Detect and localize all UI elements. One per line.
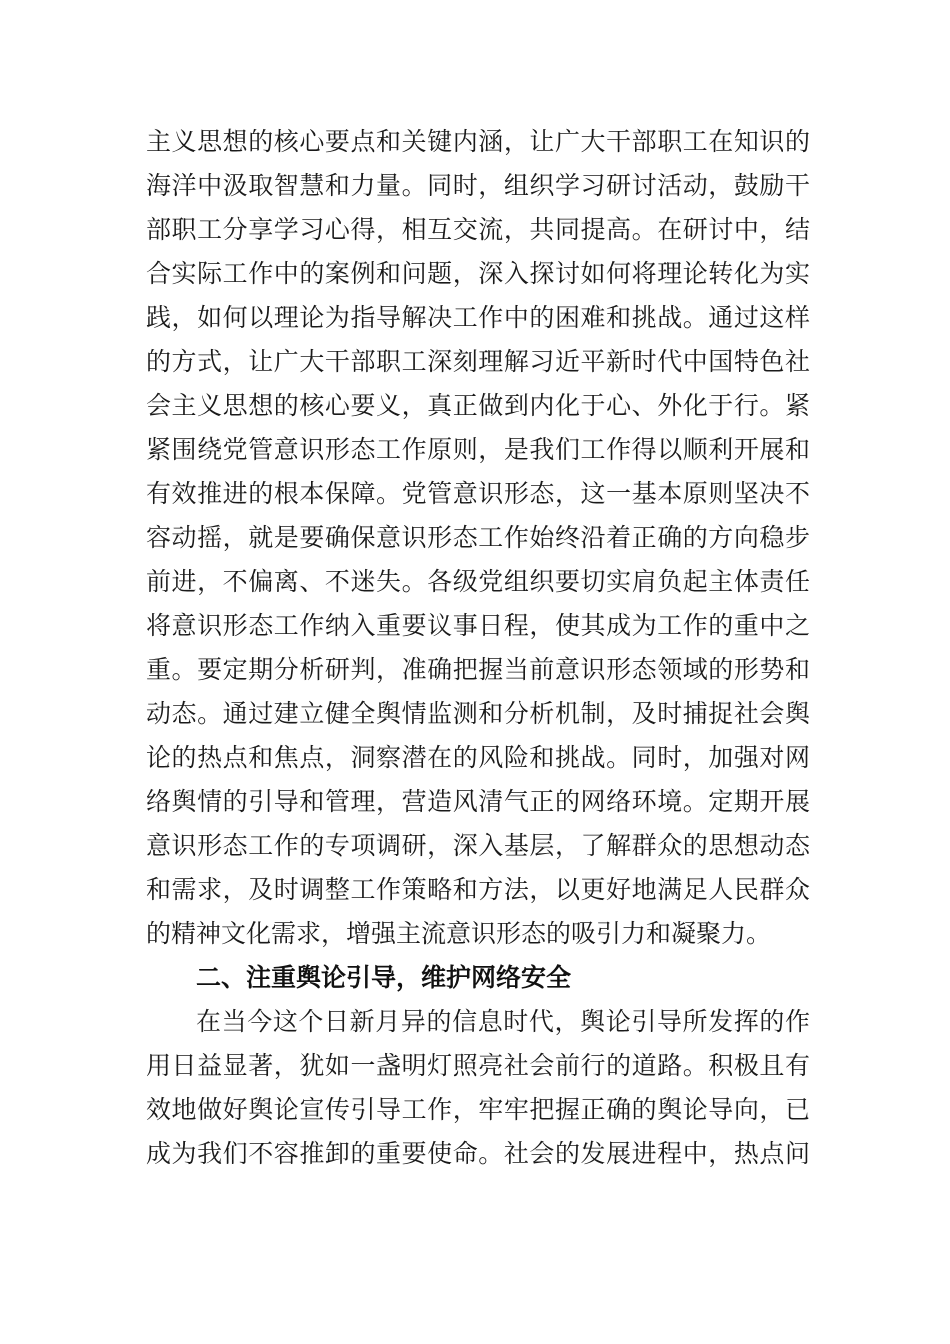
text-line: 部职工分享学习心得，相互交流，共同提高。在研讨中，结 xyxy=(146,215,810,244)
text-line: 和需求，及时调整工作策略和方法，以更好地满足人民群众 xyxy=(146,875,810,904)
text-line: 论的热点和焦点，洞察潜在的风险和挑战。同时，加强对网 xyxy=(146,743,810,772)
text-line: 海洋中汲取智慧和力量。同时，组织学习研讨活动，鼓励干 xyxy=(146,171,810,200)
text-line: 用日益显著，犹如一盏明灯照亮社会前行的道路。积极且有 xyxy=(146,1051,810,1080)
text-line: 践，如何以理论为指导解决工作中的困难和挑战。通过这样 xyxy=(146,303,810,332)
text-line: 有效推进的根本保障。党管意识形态，这一基本原则坚决不 xyxy=(146,479,810,508)
text-line: 主义思想的核心要点和关键内涵，让广大干部职工在知识的 xyxy=(146,127,810,156)
text-line: 紧围绕党管意识形态工作原则，是我们工作得以顺利开展和 xyxy=(146,435,810,464)
text-line: 将意识形态工作纳入重要议事日程，使其成为工作的重中之 xyxy=(146,611,810,640)
text-line: 重。要定期分析研判，准确把握当前意识形态领域的形势和 xyxy=(146,655,810,684)
text-line: 成为我们不容推卸的重要使命。社会的发展进程中，热点问 xyxy=(146,1139,810,1168)
text-line: 意识形态工作的专项调研，深入基层，了解群众的思想动态 xyxy=(146,831,810,860)
text-line: 的精神文化需求，增强主流意识形态的吸引力和凝聚力。 xyxy=(146,919,772,948)
text-line: 效地做好舆论宣传引导工作，牢牢把握正确的舆论导向，已 xyxy=(146,1095,810,1124)
text-line: 在当今这个日新月异的信息时代，舆论引导所发挥的作 xyxy=(196,1007,810,1036)
text-line: 容动摇，就是要确保意识形态工作始终沿着正确的方向稳步 xyxy=(146,523,810,552)
text-line: 合实际工作中的案例和问题，深入探讨如何将理论转化为实 xyxy=(146,259,810,288)
text-line: 络舆情的引导和管理，营造风清气正的网络环境。定期开展 xyxy=(146,787,810,816)
text-line: 的方式，让广大干部职工深刻理解习近平新时代中国特色社 xyxy=(146,347,810,376)
text-line: 动态。通过建立健全舆情监测和分析机制，及时捕捉社会舆 xyxy=(146,699,810,728)
section-heading: 二、注重舆论引导，维护网络安全 xyxy=(196,963,572,992)
text-line: 前进，不偏离、不迷失。各级党组织要切实肩负起主体责任 xyxy=(146,567,810,596)
text-line: 会主义思想的核心要义，真正做到内化于心、外化于行。紧 xyxy=(146,391,810,420)
